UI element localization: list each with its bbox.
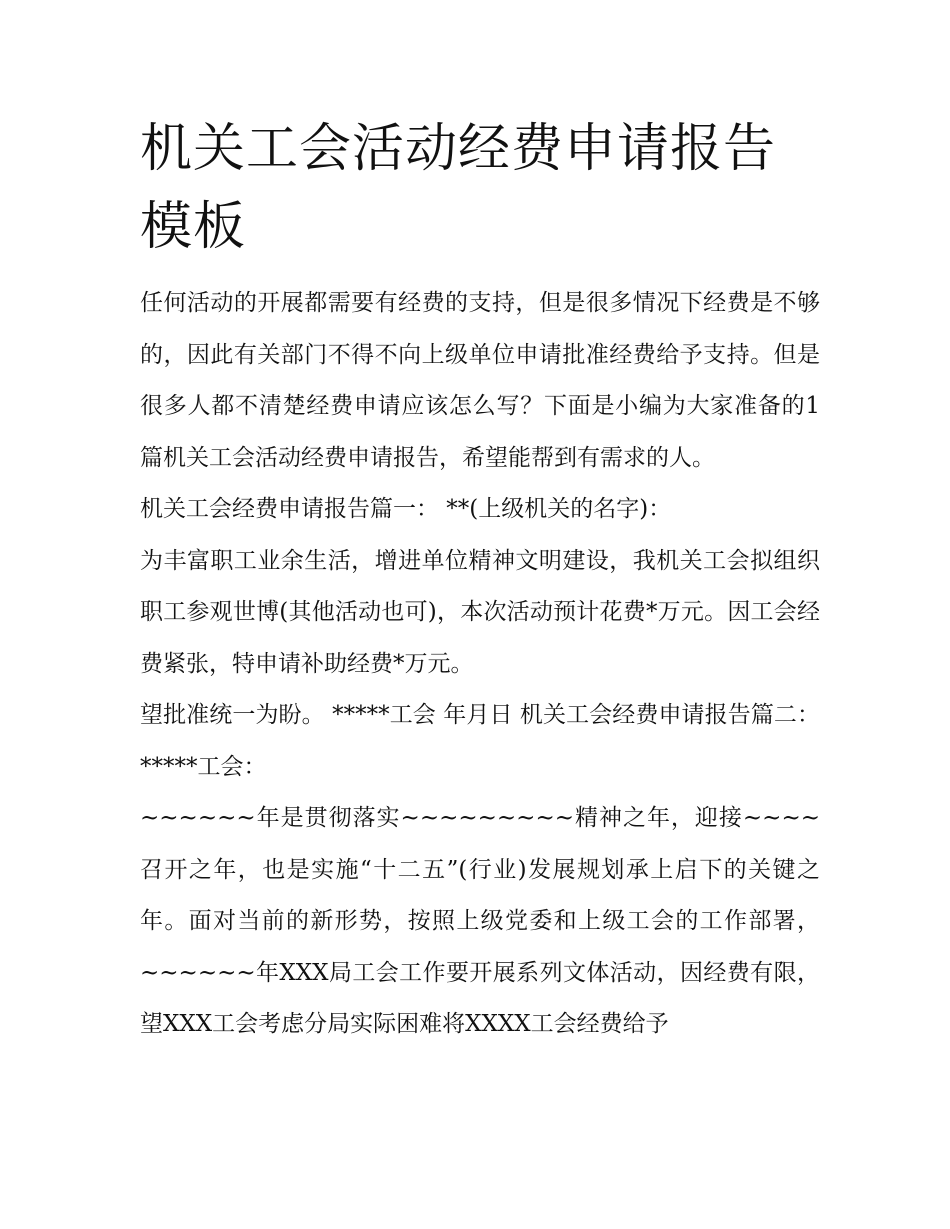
paragraph-report-two-body: ~~~~~~年是贯彻落实~~~~~~~~~精神之年，迎接~~~~召开之年，也是实施“十二五”(行业)发展规划承上启下的关键之年。面对当前的新形势，按照上级党委和上级工会的工作部署，~~~~~~年XXX局工会工作要开展系列文体活动，因经费有限，望XXX工会考虑分局实际困难将XXXX工会经费给予: [140, 805, 820, 1037]
paragraph-report-one-body: 为丰富职工业余生活，增进单位精神文明建设，我机关工会拟组织职工参观世博(其他活动也可)，本次活动预计花费*万元。因工会经费紧张，特申请补助经费*万元。: [140, 547, 820, 677]
paragraph-intro: 任何活动的开展都需要有经费的支持，但是很多情况下经费是不够的，因此有关部门不得不向上级单位申请批准经费给予支持。但是很多人都不清楚经费申请应该怎么写？下面是小编为大家准备的1篇机关工会活动经费申请报告，希望能帮到有需求的人。: [140, 290, 820, 471]
paragraph-report-two-heading: 望批准统一为盼。 *****工会 年月日 机关工会经费申请报告篇二： *****工会：: [140, 702, 820, 780]
paragraph-report-one-heading: 机关工会经费申请报告篇一： **(上级机关的名字)：: [140, 496, 672, 522]
document-body: [140, 278, 820, 1051]
document-title: 机关工会活动经费申请报告模板: [140, 119, 777, 257]
